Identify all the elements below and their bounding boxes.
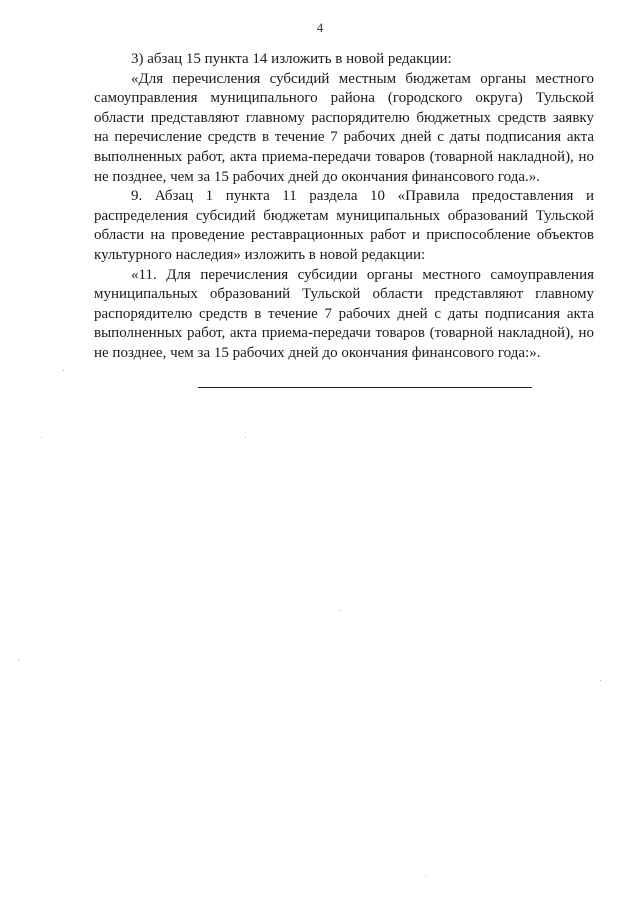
scan-speck bbox=[41, 437, 42, 438]
paragraph-quoted-text-1: «Для перечисления субсидий местным бюджетам органы местного самоуправления муниципального района (городского округа) Тульской области представляют главному распорядителю бюджетных средств заявку на перечисление средств в течение 7 рабочих дней с даты подписания акта выполненных работ, акта приема-передачи товаров (товарной накладной), но не позднее, чем за 15 рабочих дней до окончания финансового года.». bbox=[94, 70, 594, 185]
closing-horizontal-rule bbox=[198, 387, 532, 388]
scan-speck bbox=[63, 370, 64, 371]
scan-speck bbox=[18, 660, 19, 661]
document-body bbox=[94, 50, 594, 364]
paragraph-quoted-text-2: «11. Для перечисления субсидии органы местного самоуправления муниципальных образований Тульской области представляют главному распорядителю средств в течение 7 рабочих дней с даты подписания акта выполненных работ, акта приема-передачи товаров (товарной накладной), но не позднее, чем за 15 рабочих дней до окончания финансового года:». bbox=[94, 266, 594, 361]
paragraph-amendment-9: 9. Абзац 1 пункта 11 раздела 10 «Правила предоставления и распределения субсидий бюджетам муниципальных образований Тульской области на проведение реставрационных работ и приспособление объектов культурного наследия» изложить в новой редакции: bbox=[94, 188, 594, 263]
scan-speck bbox=[245, 437, 246, 438]
paragraph-amendment-3: 3) абзац 15 пункта 14 изложить в новой редакции: bbox=[131, 51, 452, 67]
scan-speck bbox=[600, 680, 601, 681]
page-number: 4 bbox=[316, 20, 324, 35]
scan-speck bbox=[340, 610, 341, 611]
scan-speck bbox=[425, 875, 426, 876]
